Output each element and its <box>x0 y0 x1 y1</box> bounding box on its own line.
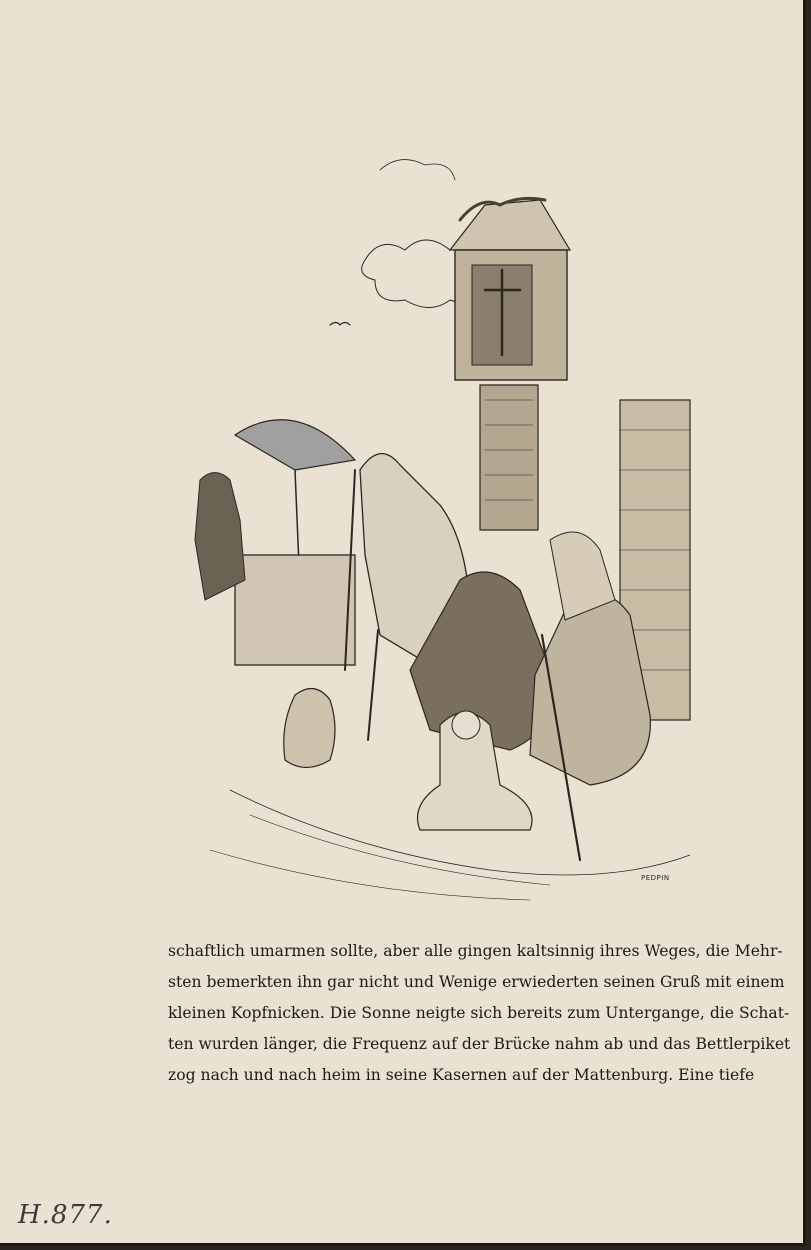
wayside-shrine <box>450 198 570 530</box>
text-line: schaftlich umarmen sollte, aber alle gingen kaltsinnig ihres Weges, die Mehr- <box>168 942 783 960</box>
handwritten-shelfmark: H.877. <box>18 1200 113 1230</box>
text-line: sten bemerkten ihn gar nicht und Wenige erwiederten seinen Gruß mit einem <box>168 973 785 991</box>
engraving-illustration <box>150 150 710 910</box>
bird-sketch <box>330 323 350 326</box>
vendor-figure <box>195 473 245 601</box>
cloud-sketch <box>380 160 455 180</box>
umbrella <box>235 420 355 470</box>
text-line: kleinen Kopfnicken. Die Sonne neigte sich bereits zum Untergange, die Schat- <box>168 1004 790 1022</box>
body-text <box>168 936 791 1091</box>
text-line: zog nach und nach heim in seine Kasernen auf der Mattenburg. Eine tiefe <box>168 1066 755 1084</box>
artist-signature: PEDPIN <box>641 874 670 882</box>
dog-figure <box>284 689 335 768</box>
text-line: ten wurden länger, die Frequenz auf der Brücke nahm ab und das Bettlerpiket <box>168 1035 791 1053</box>
stone-well <box>235 555 355 665</box>
